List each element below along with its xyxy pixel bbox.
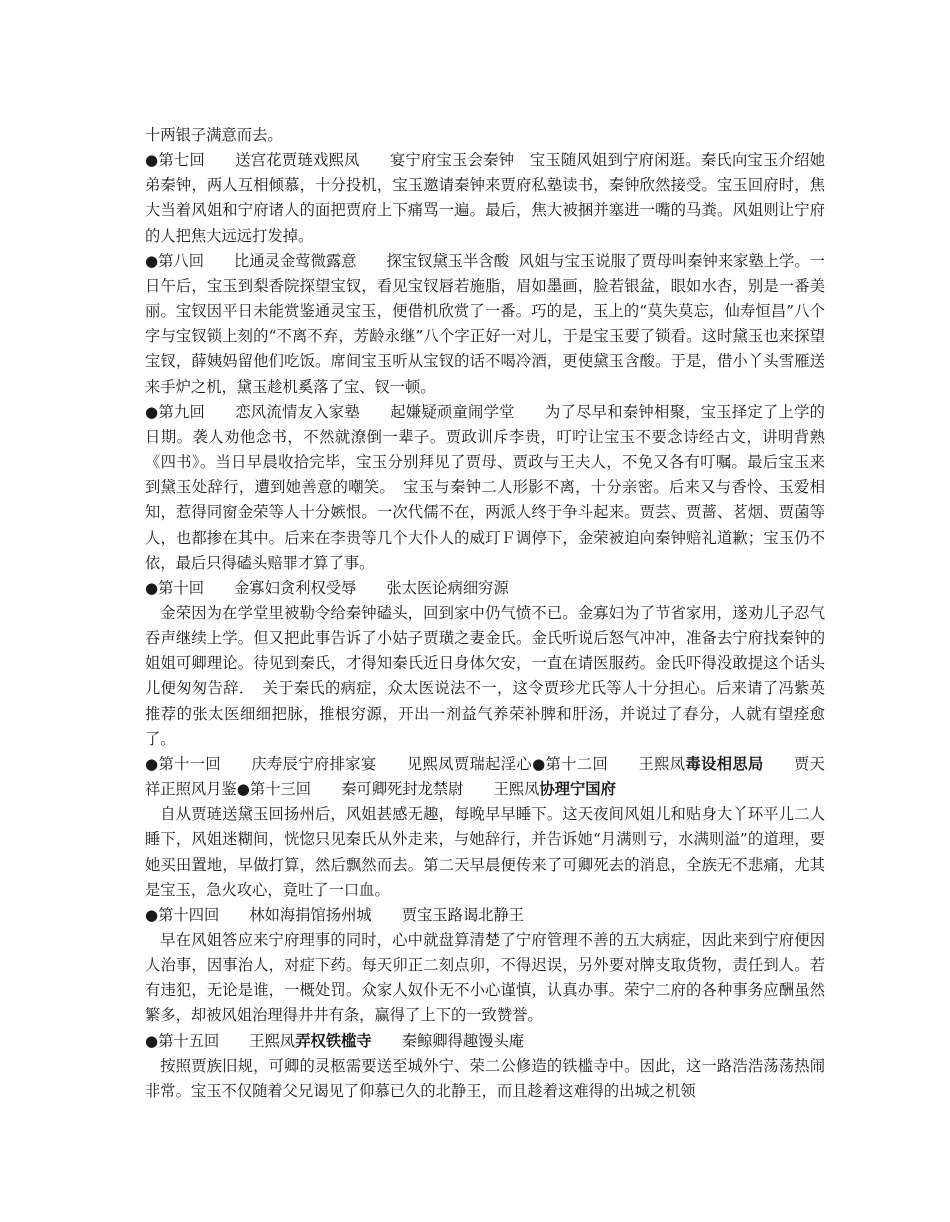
chapter-title-second: 秦鲸卿得趣馒头庵: [401, 1031, 525, 1050]
chapter-title-first: 恋风流情友入家塾: [235, 402, 360, 421]
bullet-icon: ●: [145, 251, 159, 270]
paragraph-continuation: [145, 123, 825, 148]
chapter-10-summary: [145, 601, 825, 752]
bullet-icon: ●: [145, 578, 159, 597]
chapter-title-first: 王熙凤: [249, 1031, 296, 1050]
chapter-number: 第七回: [158, 151, 205, 170]
paragraph-text: 十两银子满意而去。: [145, 126, 283, 144]
paragraph-text: 自从贾琏送黛玉回扬州后，风姐甚感无趣，每晚早早睡下。这天夜间风姐儿和贴身大丫环平儿二人睡下，风姐迷糊间，恍惚只见秦氏从外走来，与她辞行，并告诉她“月满则亏，水满则溢”的道理，要她买田置地，早做打算，然后飘然而去。第二天早晨便传来了可卿死去的消息，全族无不悲痛，尤其是宝玉，急火攻心，竟吐了一口血。: [145, 805, 825, 899]
chapter-title-bold: 协理宁国府: [539, 780, 616, 799]
chapter-7: [145, 148, 825, 249]
chapter-title-second: 见熙凤贾瑞起淫心: [406, 754, 533, 773]
chapter-number: 第十一回: [158, 754, 222, 773]
document-body: [145, 123, 825, 1104]
chapter-title-first: 送宫花贾琏戏熙凤: [235, 151, 360, 170]
chapter-title-first: 王熙凤: [638, 754, 686, 773]
chapter-11-13-heading: [145, 752, 825, 802]
chapter-title-second: 王熙凤: [493, 780, 540, 799]
chapter-number: 第十二回: [545, 754, 609, 773]
bullet-icon: ●: [145, 1031, 159, 1050]
chapter-title-second: 贾天祥正照风月鉴: [145, 754, 825, 799]
bullet-icon: ●: [236, 780, 250, 799]
chapter-number: 第十回: [158, 578, 204, 597]
bullet-icon: ●: [532, 754, 546, 773]
chapter-title-second: 张太医论病细穷源: [386, 578, 509, 597]
bullet-icon: ●: [145, 402, 159, 421]
chapter-10-heading: [145, 576, 825, 601]
chapter-summary: 宝玉随风姐到宁府闲逛。秦氏向宝玉介绍她弟秦钟，两人互相倾慕，十分投机，宝玉邀请秦钟来贾府私塾读书，秦钟欣然接受。宝玉回府时，焦大当着风姐和宁府诸人的面把贾府上下痛骂一遍。最后，焦大被捆并塞进一嘴的马粪。风姐则让宁府的人把焦大远远打发掉。: [145, 151, 825, 245]
chapter-title-second: 起嫌疑顽童闹学堂: [389, 402, 515, 421]
chapter-summary: 为了尽早和秦钟相聚，宝玉择定了上学的日期。袭人劝他念书，不然就潦倒一辈子。贾政训斥李贵，叮咛让宝玉不要念诗经古文，讲明背熟《四书》。当日早晨收拾完毕，宝玉分别拜见了贾母、贾政与王夫人，不免又各有叮嘱。最后宝玉来到黛玉处辞行，遭到她善意的嘲笑。 宝玉与秦钟二人形影不离，十分亲密。后来又与香怜、玉爱相知，惹得同窗金荣等人十分嫉恨。一次代儒不在，两派人终于争斗起来。贾芸、贾蔷、茗烟、贾菌等人，也都掺在其中。后来在李贵等几个大仆人的威玎Ｆ调停下，金荣被迫向秦钟赔礼道歉；宝玉仍不依，最后只得磕头赔罪才算了事。: [145, 402, 825, 572]
chapter-title-first: 庆寿辰宁府排家宴: [251, 754, 377, 773]
chapter-14-summary: [145, 928, 825, 1029]
chapter-title-second: 贾宝玉路谒北静王: [401, 905, 525, 924]
chapter-14-heading: [145, 903, 825, 928]
chapter-title-first: 林如海捐馆扬州城: [249, 905, 372, 924]
chapter-8: [145, 249, 825, 400]
bullet-icon: ●: [145, 151, 159, 170]
chapter-13-summary: [145, 802, 825, 903]
chapter-title-bold: 弄权铁槛寺: [295, 1031, 372, 1050]
chapter-number: 第十三回: [249, 780, 312, 799]
chapter-title-second: 探宝钗黛玉半含酸: [386, 251, 510, 270]
chapter-number: 第八回: [158, 251, 205, 270]
chapter-15-heading: [145, 1029, 825, 1054]
chapter-title-first: 比通灵金莺微露意: [234, 251, 357, 270]
chapter-number: 第九回: [158, 402, 206, 421]
paragraph-text: 按照贾族旧规，可卿的灵柩需要送至城外宁、荣二公修造的铁槛寺中。因此，这一路浩浩荡荡热闹非常。宝玉不仅随着父兄谒见了仰慕已久的北静王，而且趁着这难得的出城之机领: [145, 1056, 825, 1100]
paragraph-text: 金荣因为在学堂里被勒令给秦钟磕头，回到家中仍气愤不已。金寡妇为了节省家用，遂劝儿子忍气吞声继续上学。但又把此事告诉了小姑子贾璜之妻金氏。金氏听说后怒气冲冲，准备去宁府找秦钟的姐姐可卿理论。待见到秦氏，才得知秦氏近日身体欠安，一直在请医服药。金氏吓得没敢提这个话头儿便匆匆告辞． 关于秦氏的病症，众太医说法不一，这令贾珍尤氏等人十分担心。后来请了冯紫英推荐的张太医细细把脉，推根穷源，开出一剂益气养荣补脾和肝汤，并说过了春分，人就有望痊愈了。: [145, 603, 825, 748]
chapter-title-first: 秦可卿死封龙禁尉: [341, 780, 464, 799]
chapter-number: 第十四回: [158, 905, 220, 924]
chapter-title-bold: 毒设相思局: [685, 754, 764, 773]
bullet-icon: ●: [145, 754, 159, 773]
chapter-title-second: 宴宁府宝玉会秦钟: [389, 151, 515, 170]
bullet-icon: ●: [145, 905, 159, 924]
chapter-15-summary: [145, 1054, 825, 1104]
chapter-9: [145, 400, 825, 576]
chapter-number: 第十五回: [158, 1031, 220, 1050]
chapter-title-first: 金寡妇贪利权受辱: [234, 578, 357, 597]
chapter-summary: 风姐与宝玉说服了贾母叫秦钟来家塾上学。一日午后，宝玉到梨香院探望宝钗，看见宝钗唇若施脂，眉如墨画，脸若银盆，眼如水杏，别是一番美丽。宝钗因平日未能赏鉴通灵宝玉，便借机欣赏了一番。巧的是，玉上的“莫失莫忘，仙寿恒昌”八个字与宝钗锁上刻的“不离不弃，芳龄永继”八个字正好一对儿，于是宝玉要了锁看。这时黛玉也来探望宝钗，薛姨妈留他们吃饭。席间宝玉听从宝钗的话不喝冷酒，更使黛玉含酸。于是，借小丫头雪雁送来手炉之机，黛玉趁机奚落了宝、钗一顿。: [145, 251, 825, 396]
paragraph-text: 早在风姐答应来宁府理事的同时，心中就盘算清楚了宁府管理不善的五大病症，因此来到宁府便因人治事，因事治人，对症下药。每天卯正二刻点卯，不得迟误，另外要对牌支取货物，责任到人。若有违犯，无论是谁，一概处罚。众家人奴仆无不小心谨慎，认真办事。荣宁二府的各种事务应酬虽然繁多，却被风姐治理得井井有条，赢得了上下的一致赞誉。: [145, 931, 825, 1025]
